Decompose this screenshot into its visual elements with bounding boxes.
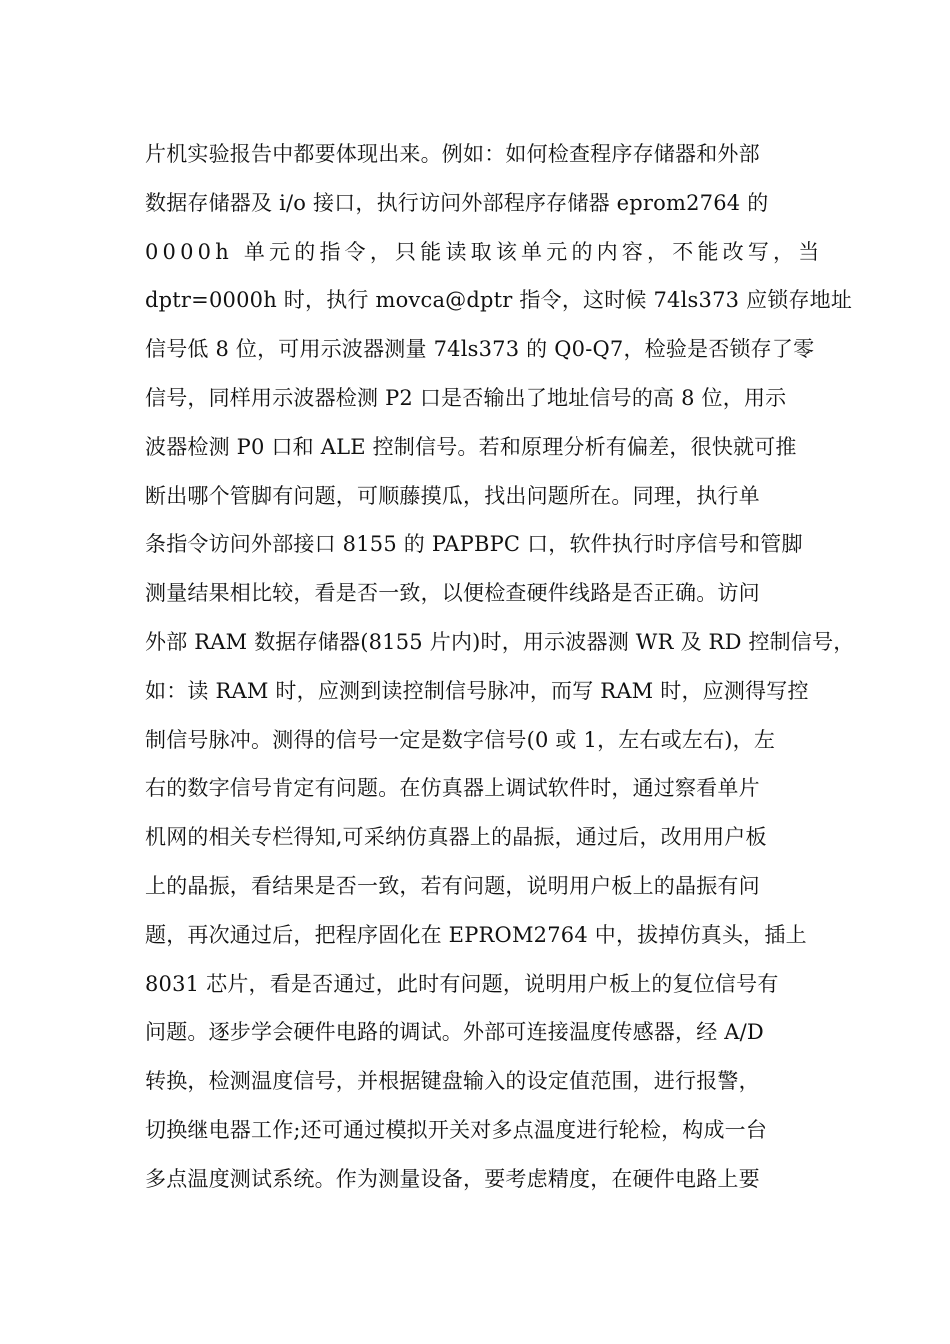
text-line: 条指令访问外部接口 8155 的 PAPBPC 口，软件执行时序信号和管脚 [145,532,803,557]
text-line: 信号低 8 位，可用示波器测量 74ls373 的 Q0-Q7，检验是否锁存了零 [145,337,815,362]
body-paragraph [145,130,855,1204]
text-line: 制信号脉冲。测得的信号一定是数字信号(0 或 1，左右或左右)，左 [145,727,776,752]
text-line: 问题。逐步学会硬件电路的调试。外部可连接温度传感器，经 A/D [145,1020,764,1045]
text-line: 数据存储器及 i/o 接口，执行访问外部程序存储器 eprom2764 的 [145,190,769,215]
text-line: 右的数字信号肯定有问题。在仿真器上调试软件时，通过察看单片 [145,776,760,801]
text-line: 信号，同样用示波器检测 P2 口是否输出了地址信号的高 8 位，用示 [145,385,787,410]
text-line: 切换继电器工作;还可通过模拟开关对多点温度进行轮检，构成一台 [145,1117,768,1142]
text-line: 机网的相关专栏得知,可采纳仿真器上的晶振，通过后，改用用户板 [145,825,767,850]
text-line: 转换，检测温度信号，并根据键盘输入的设定值范围，进行报警， [145,1069,760,1094]
text-line: 0000h 单元的指令，只能读取该单元的内容，不能改写，当 [145,239,824,264]
text-line: 波器检测 P0 口和 ALE 控制信号。若和原理分析有偏差，很快就可推 [145,434,797,459]
text-line: 8031 芯片，看是否通过，此时有问题，说明用户板上的复位信号有 [145,971,779,996]
text-line: 多点温度测试系统。作为测量设备，要考虑精度，在硬件电路上要 [145,1166,760,1191]
text-line: 断出哪个管脚有问题，可顺藤摸瓜，找出问题所在。同理，执行单 [145,483,760,508]
text-line: 外部 RAM 数据存储器(8155 片内)时，用示波器测 WR 及 RD 控制信号， [145,629,855,654]
text-line: 题，再次通过后，把程序固化在 EPROM2764 中，拔掉仿真头，插上 [145,922,807,947]
text-line: dptr=0000h 时，执行 movca@dptr 指令，这时候 74ls373 应锁存地址 [145,288,853,313]
text-line: 如：读 RAM 时，应测到读控制信号脉冲，而写 RAM 时，应测得写控 [145,678,809,703]
text-line: 测量结果相比较，看是否一致，以便检查硬件线路是否正确。访问 [145,581,760,606]
text-line: 片机实验报告中都要体现出来。例如：如何检查程序存储器和外部 [145,142,760,166]
text-line: 上的晶振，看结果是否一致，若有问题，说明用户板上的晶振有问 [145,873,760,898]
